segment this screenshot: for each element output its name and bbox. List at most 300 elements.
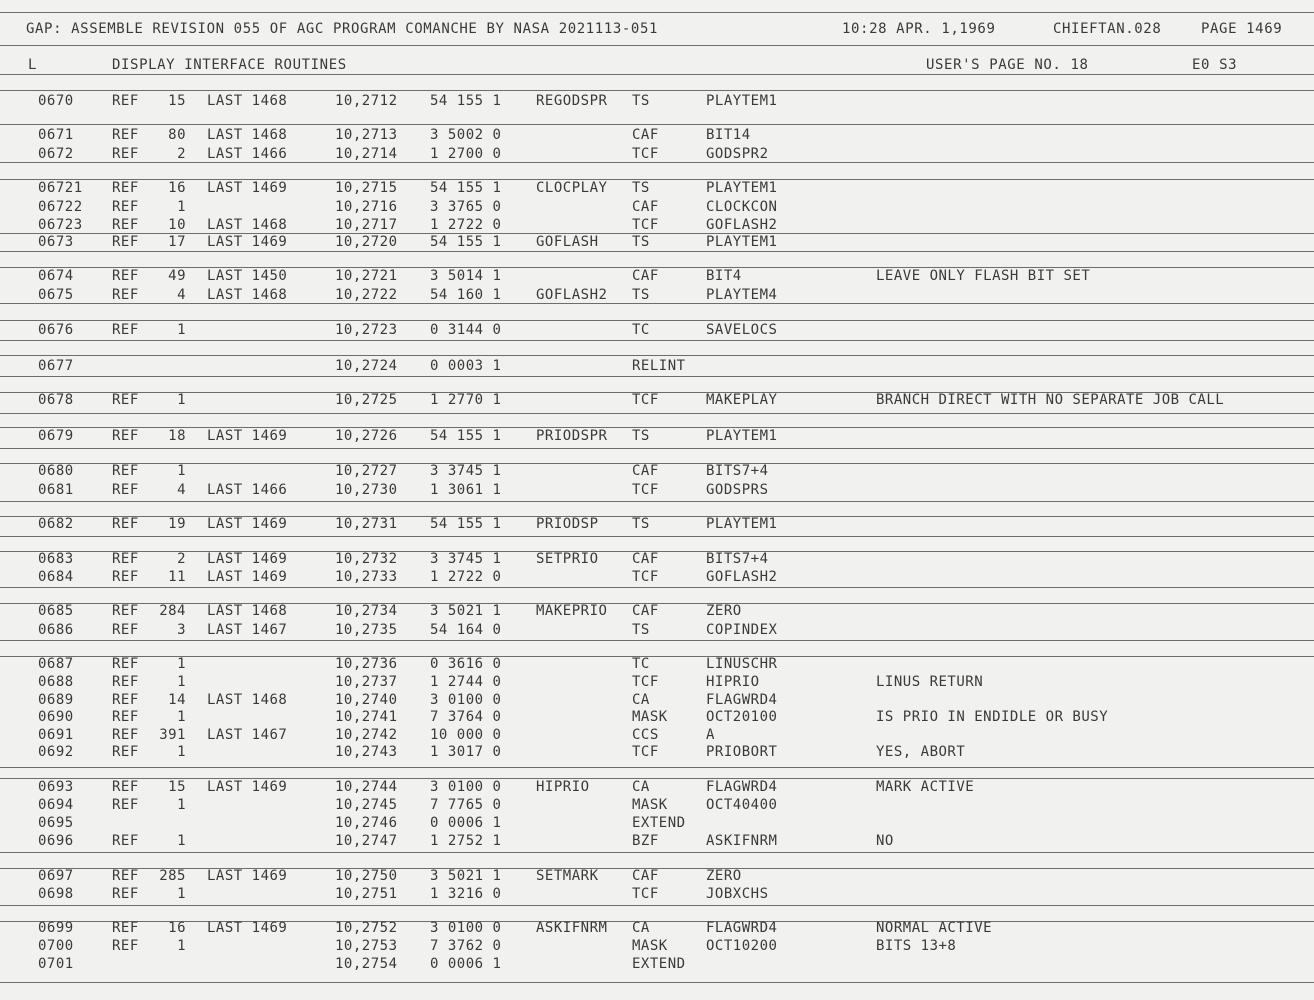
address: 10,2740	[335, 692, 398, 708]
listing-row	[0, 482, 1314, 500]
listing-row	[0, 956, 1314, 974]
operand: FLAGWRD4	[706, 779, 778, 795]
address: 10,2725	[335, 392, 398, 408]
address: 10,2737	[335, 674, 398, 690]
sequence-number: 0672	[38, 146, 74, 162]
ref-count: 1	[177, 463, 186, 479]
listing-row	[0, 603, 1314, 621]
header-rule	[0, 45, 1314, 46]
ref-count: 16	[168, 920, 186, 936]
ref-label: REF	[112, 482, 139, 498]
ref-count: 14	[168, 692, 186, 708]
sequence-number: 0689	[38, 692, 74, 708]
ref-count: 391	[159, 727, 186, 743]
ref-label: REF	[112, 268, 139, 284]
tape-name: CHIEFTAN.028	[1053, 21, 1162, 37]
ref-count: 1	[177, 833, 186, 849]
last-reference: LAST 1466	[207, 482, 288, 498]
operand: SAVELOCS	[706, 322, 778, 338]
octal-code: 1 2722 0	[430, 217, 502, 233]
ruled-line	[0, 90, 1314, 91]
ref-label: REF	[112, 692, 139, 708]
ref-count: 1	[177, 322, 186, 338]
page-number: PAGE 1469	[1201, 21, 1283, 37]
octal-code: 3 5021 1	[430, 868, 502, 884]
ref-label: REF	[112, 709, 139, 725]
opcode: CAF	[632, 551, 659, 567]
opcode: MASK	[632, 938, 668, 954]
address: 10,2712	[335, 93, 398, 109]
address: 10,2742	[335, 727, 398, 743]
ref-label: REF	[112, 674, 139, 690]
octal-code: 54 155 1	[430, 180, 502, 196]
ref-label: REF	[112, 569, 139, 585]
octal-code: 1 2700 0	[430, 146, 502, 162]
listing-row	[0, 797, 1314, 815]
last-reference: LAST 1468	[207, 217, 288, 233]
address: 10,2713	[335, 127, 398, 143]
section-title: DISPLAY INTERFACE ROUTINES	[112, 57, 347, 73]
comment: YES, ABORT	[876, 744, 966, 760]
sequence-number: 06723	[38, 217, 83, 233]
ref-label: REF	[112, 180, 139, 196]
octal-code: 54 164 0	[430, 622, 502, 638]
ref-label: REF	[112, 920, 139, 936]
ref-count: 2	[177, 146, 186, 162]
address: 10,2723	[335, 322, 398, 338]
top-rule	[0, 12, 1314, 13]
octal-code: 1 3216 0	[430, 886, 502, 902]
comment: BITS 13+8	[876, 938, 957, 954]
operand: PLAYTEM4	[706, 287, 778, 303]
sequence-number: 0684	[38, 569, 74, 585]
ruled-line	[0, 640, 1314, 641]
sequence-number: 0677	[38, 358, 74, 374]
listing-row	[0, 93, 1314, 111]
opcode: TS	[632, 93, 650, 109]
operand: GODSPR2	[706, 146, 769, 162]
octal-code: 1 2752 1	[430, 833, 502, 849]
ref-label: REF	[112, 322, 139, 338]
sequence-number: 0680	[38, 463, 74, 479]
listing-row	[0, 392, 1314, 410]
ref-label: REF	[112, 656, 139, 672]
listing-row	[0, 199, 1314, 217]
octal-code: 54 160 1	[430, 287, 502, 303]
sequence-number: 0685	[38, 603, 74, 619]
octal-code: 54 155 1	[430, 516, 502, 532]
ref-count: 4	[177, 287, 186, 303]
listing-row	[0, 516, 1314, 534]
ref-count: 1	[177, 199, 186, 215]
ruled-line	[0, 448, 1314, 449]
octal-code: 0 0006 1	[430, 815, 502, 831]
ref-label: REF	[112, 886, 139, 902]
ref-count: 49	[168, 268, 186, 284]
opcode: CCS	[632, 727, 659, 743]
opcode: EXTEND	[632, 815, 686, 831]
opcode: TS	[632, 622, 650, 638]
operand: PLAYTEM1	[706, 93, 778, 109]
operand: PLAYTEM1	[706, 234, 778, 250]
operand: LINUSCHR	[706, 656, 778, 672]
ref-count: 10	[168, 217, 186, 233]
sequence-number: 0681	[38, 482, 74, 498]
listing-row	[0, 622, 1314, 640]
ref-count: 1	[177, 656, 186, 672]
ref-label: REF	[112, 622, 139, 638]
listing-row	[0, 868, 1314, 886]
listing-row	[0, 569, 1314, 587]
opcode: TS	[632, 180, 650, 196]
ref-count: 1	[177, 392, 186, 408]
operand: HIPRIO	[706, 674, 760, 690]
ruled-line	[0, 905, 1314, 906]
operand: OCT10200	[706, 938, 778, 954]
ref-count: 80	[168, 127, 186, 143]
sequence-number: 0691	[38, 727, 74, 743]
sequence-number: 0675	[38, 287, 74, 303]
ref-count: 11	[168, 569, 186, 585]
octal-code: 54 155 1	[430, 428, 502, 444]
ref-count: 15	[168, 93, 186, 109]
last-reference: LAST 1469	[207, 779, 288, 795]
statement-label: MAKEPRIO	[536, 603, 608, 619]
ruled-line	[0, 587, 1314, 588]
octal-code: 0 0006 1	[430, 956, 502, 972]
listing-row	[0, 146, 1314, 164]
operand: MAKEPLAY	[706, 392, 778, 408]
opcode: CAF	[632, 268, 659, 284]
octal-code: 0 3616 0	[430, 656, 502, 672]
address: 10,2716	[335, 199, 398, 215]
last-reference: LAST 1468	[207, 692, 288, 708]
opcode: TCF	[632, 569, 659, 585]
ref-label: REF	[112, 93, 139, 109]
address: 10,2746	[335, 815, 398, 831]
section-marker: L	[28, 57, 38, 73]
listing-row	[0, 127, 1314, 145]
opcode: TCF	[632, 482, 659, 498]
listing-row	[0, 920, 1314, 938]
operand: GODSPRS	[706, 482, 769, 498]
octal-code: 1 3061 1	[430, 482, 502, 498]
address: 10,2726	[335, 428, 398, 444]
sequence-number: 0696	[38, 833, 74, 849]
operand: GOFLASH2	[706, 569, 778, 585]
address: 10,2741	[335, 709, 398, 725]
octal-code: 3 3765 0	[430, 199, 502, 215]
octal-code: 7 7765 0	[430, 797, 502, 813]
opcode: CA	[632, 692, 650, 708]
ref-count: 285	[159, 868, 186, 884]
sequence-number: 0686	[38, 622, 74, 638]
ref-count: 1	[177, 674, 186, 690]
octal-code: 0 3144 0	[430, 322, 502, 338]
statement-label: REGODSPR	[536, 93, 608, 109]
sequence-number: 0688	[38, 674, 74, 690]
operand: ZERO	[706, 603, 742, 619]
listing-row	[0, 709, 1314, 727]
address: 10,2733	[335, 569, 398, 585]
operand: CLOCKCON	[706, 199, 778, 215]
opcode: TC	[632, 656, 650, 672]
last-reference: LAST 1469	[207, 569, 288, 585]
address: 10,2750	[335, 868, 398, 884]
ref-count: 1	[177, 938, 186, 954]
opcode: TCF	[632, 217, 659, 233]
address: 10,2751	[335, 886, 398, 902]
last-reference: LAST 1469	[207, 920, 288, 936]
operand: ZERO	[706, 868, 742, 884]
operand: BIT4	[706, 268, 742, 284]
operand: OCT20100	[706, 709, 778, 725]
address: 10,2743	[335, 744, 398, 760]
listing-row	[0, 833, 1314, 851]
ref-label: REF	[112, 938, 139, 954]
sequence-number: 0690	[38, 709, 74, 725]
address: 10,2714	[335, 146, 398, 162]
opcode: TS	[632, 234, 650, 250]
comment: NORMAL ACTIVE	[876, 920, 993, 936]
ref-count: 1	[177, 797, 186, 813]
opcode: CAF	[632, 199, 659, 215]
sequence-number: 06721	[38, 180, 83, 196]
operand: JOBXCHS	[706, 886, 769, 902]
operand: PLAYTEM1	[706, 428, 778, 444]
operand: COPINDEX	[706, 622, 778, 638]
address: 10,2724	[335, 358, 398, 374]
operand: PRIOBORT	[706, 744, 778, 760]
listing-row	[0, 428, 1314, 446]
ref-label: REF	[112, 234, 139, 250]
ruled-line	[0, 536, 1314, 537]
ruled-line	[0, 852, 1314, 853]
ref-count: 19	[168, 516, 186, 532]
ref-label: REF	[112, 199, 139, 215]
ruled-line	[0, 320, 1314, 321]
ref-label: REF	[112, 868, 139, 884]
listing-row	[0, 463, 1314, 481]
address: 10,2744	[335, 779, 398, 795]
sequence-number: 0700	[38, 938, 74, 954]
page-header	[0, 21, 1314, 41]
users-page-number: USER'S PAGE NO. 18	[926, 57, 1089, 73]
opcode: CAF	[632, 603, 659, 619]
comment: MARK ACTIVE	[876, 779, 975, 795]
ref-label: REF	[112, 779, 139, 795]
ruled-line	[0, 501, 1314, 502]
last-reference: LAST 1469	[207, 868, 288, 884]
octal-code: 3 0100 0	[430, 920, 502, 936]
octal-code: 3 0100 0	[430, 779, 502, 795]
listing-row	[0, 938, 1314, 956]
listing-row	[0, 322, 1314, 340]
octal-code: 7 3764 0	[430, 709, 502, 725]
ruled-line	[0, 74, 1314, 75]
address: 10,2747	[335, 833, 398, 849]
sequence-number: 0673	[38, 234, 74, 250]
ref-label: REF	[112, 727, 139, 743]
ruled-line	[0, 355, 1314, 356]
statement-label: SETPRIO	[536, 551, 599, 567]
address: 10,2722	[335, 287, 398, 303]
listing-row	[0, 180, 1314, 198]
address: 10,2730	[335, 482, 398, 498]
octal-code: 3 5021 1	[430, 603, 502, 619]
last-reference: LAST 1468	[207, 127, 288, 143]
sequence-number: 0693	[38, 779, 74, 795]
sequence-number: 0670	[38, 93, 74, 109]
ref-count: 1	[177, 744, 186, 760]
ref-count: 16	[168, 180, 186, 196]
listing-row	[0, 692, 1314, 710]
listing-row	[0, 815, 1314, 833]
octal-code: 10 000 0	[430, 727, 502, 743]
comment: NO	[876, 833, 894, 849]
address: 10,2736	[335, 656, 398, 672]
listing-row	[0, 779, 1314, 797]
opcode: CAF	[632, 868, 659, 884]
sequence-number: 0671	[38, 127, 74, 143]
octal-code: 0 0003 1	[430, 358, 502, 374]
statement-label: ASKIFNRM	[536, 920, 608, 936]
address: 10,2754	[335, 956, 398, 972]
sequence-number: 0698	[38, 886, 74, 902]
ref-count: 3	[177, 622, 186, 638]
octal-code: 3 0100 0	[430, 692, 502, 708]
opcode: CA	[632, 779, 650, 795]
address: 10,2745	[335, 797, 398, 813]
sequence-number: 0682	[38, 516, 74, 532]
last-reference: LAST 1468	[207, 287, 288, 303]
ruled-line	[0, 413, 1314, 414]
ref-label: REF	[112, 463, 139, 479]
statement-label: GOFLASH2	[536, 287, 608, 303]
opcode: RELINT	[632, 358, 686, 374]
comment: LEAVE ONLY FLASH BIT SET	[876, 268, 1091, 284]
ref-count: 1	[177, 886, 186, 902]
ref-label: REF	[112, 744, 139, 760]
opcode: TCF	[632, 392, 659, 408]
address: 10,2717	[335, 217, 398, 233]
ref-label: REF	[112, 797, 139, 813]
assembly-timestamp: 10:28 APR. 1,1969	[842, 21, 996, 37]
ref-count: 4	[177, 482, 186, 498]
operand: BITS7+4	[706, 463, 769, 479]
opcode: TS	[632, 428, 650, 444]
octal-code: 1 2744 0	[430, 674, 502, 690]
operand: FLAGWRD4	[706, 692, 778, 708]
ruled-line	[0, 982, 1314, 983]
opcode: TCF	[632, 674, 659, 690]
opcode: TS	[632, 287, 650, 303]
opcode: MASK	[632, 797, 668, 813]
statement-label: SETMARK	[536, 868, 599, 884]
opcode: TCF	[632, 146, 659, 162]
opcode: BZF	[632, 833, 659, 849]
address: 10,2752	[335, 920, 398, 936]
comment: IS PRIO IN ENDIDLE OR BUSY	[876, 709, 1109, 725]
address: 10,2732	[335, 551, 398, 567]
operand: ASKIFNRM	[706, 833, 778, 849]
ref-count: 1	[177, 709, 186, 725]
sequence-number: 06722	[38, 199, 83, 215]
last-reference: LAST 1467	[207, 727, 288, 743]
opcode: MASK	[632, 709, 668, 725]
ref-label: REF	[112, 217, 139, 233]
sequence-number: 0676	[38, 322, 74, 338]
ref-count: 17	[168, 234, 186, 250]
opcode: TCF	[632, 886, 659, 902]
sequence-number: 0699	[38, 920, 74, 936]
opcode: CAF	[632, 463, 659, 479]
operand: PLAYTEM1	[706, 180, 778, 196]
section-code: E0 S3	[1192, 57, 1238, 73]
listing-row	[0, 358, 1314, 376]
statement-label: PRIODSP	[536, 516, 599, 532]
ref-label: REF	[112, 146, 139, 162]
last-reference: LAST 1468	[207, 93, 288, 109]
listing-row	[0, 217, 1314, 235]
last-reference: LAST 1469	[207, 428, 288, 444]
operand: GOFLASH2	[706, 217, 778, 233]
sequence-number: 0679	[38, 428, 74, 444]
sequence-number: 0687	[38, 656, 74, 672]
octal-code: 3 3745 1	[430, 551, 502, 567]
operand: OCT40400	[706, 797, 778, 813]
sequence-number: 0701	[38, 956, 74, 972]
last-reference: LAST 1468	[207, 603, 288, 619]
listing-row	[0, 268, 1314, 286]
ref-label: REF	[112, 603, 139, 619]
opcode: TCF	[632, 744, 659, 760]
comment: LINUS RETURN	[876, 674, 984, 690]
sequence-number: 0694	[38, 797, 74, 813]
statement-label: CLOCPLAY	[536, 180, 608, 196]
last-reference: LAST 1467	[207, 622, 288, 638]
octal-code: 54 155 1	[430, 93, 502, 109]
comment: BRANCH DIRECT WITH NO SEPARATE JOB CALL	[876, 392, 1225, 408]
octal-code: 1 3017 0	[430, 744, 502, 760]
last-reference: LAST 1469	[207, 516, 288, 532]
sequence-number: 0697	[38, 868, 74, 884]
address: 10,2720	[335, 234, 398, 250]
ref-count: 15	[168, 779, 186, 795]
octal-code: 3 5002 0	[430, 127, 502, 143]
listing-row	[0, 744, 1314, 762]
address: 10,2721	[335, 268, 398, 284]
sequence-number: 0695	[38, 815, 74, 831]
statement-label: GOFLASH	[536, 234, 599, 250]
sequence-number: 0678	[38, 392, 74, 408]
opcode: CA	[632, 920, 650, 936]
address: 10,2735	[335, 622, 398, 638]
ref-label: REF	[112, 392, 139, 408]
octal-code: 1 2770 1	[430, 392, 502, 408]
address: 10,2734	[335, 603, 398, 619]
ref-count: 18	[168, 428, 186, 444]
address: 10,2731	[335, 516, 398, 532]
ruled-line	[0, 340, 1314, 341]
octal-code: 54 155 1	[430, 234, 502, 250]
statement-label: HIPRIO	[536, 779, 590, 795]
address: 10,2727	[335, 463, 398, 479]
statement-label: PRIODSPR	[536, 428, 608, 444]
last-reference: LAST 1469	[207, 180, 288, 196]
octal-code: 3 3745 1	[430, 463, 502, 479]
address: 10,2715	[335, 180, 398, 196]
